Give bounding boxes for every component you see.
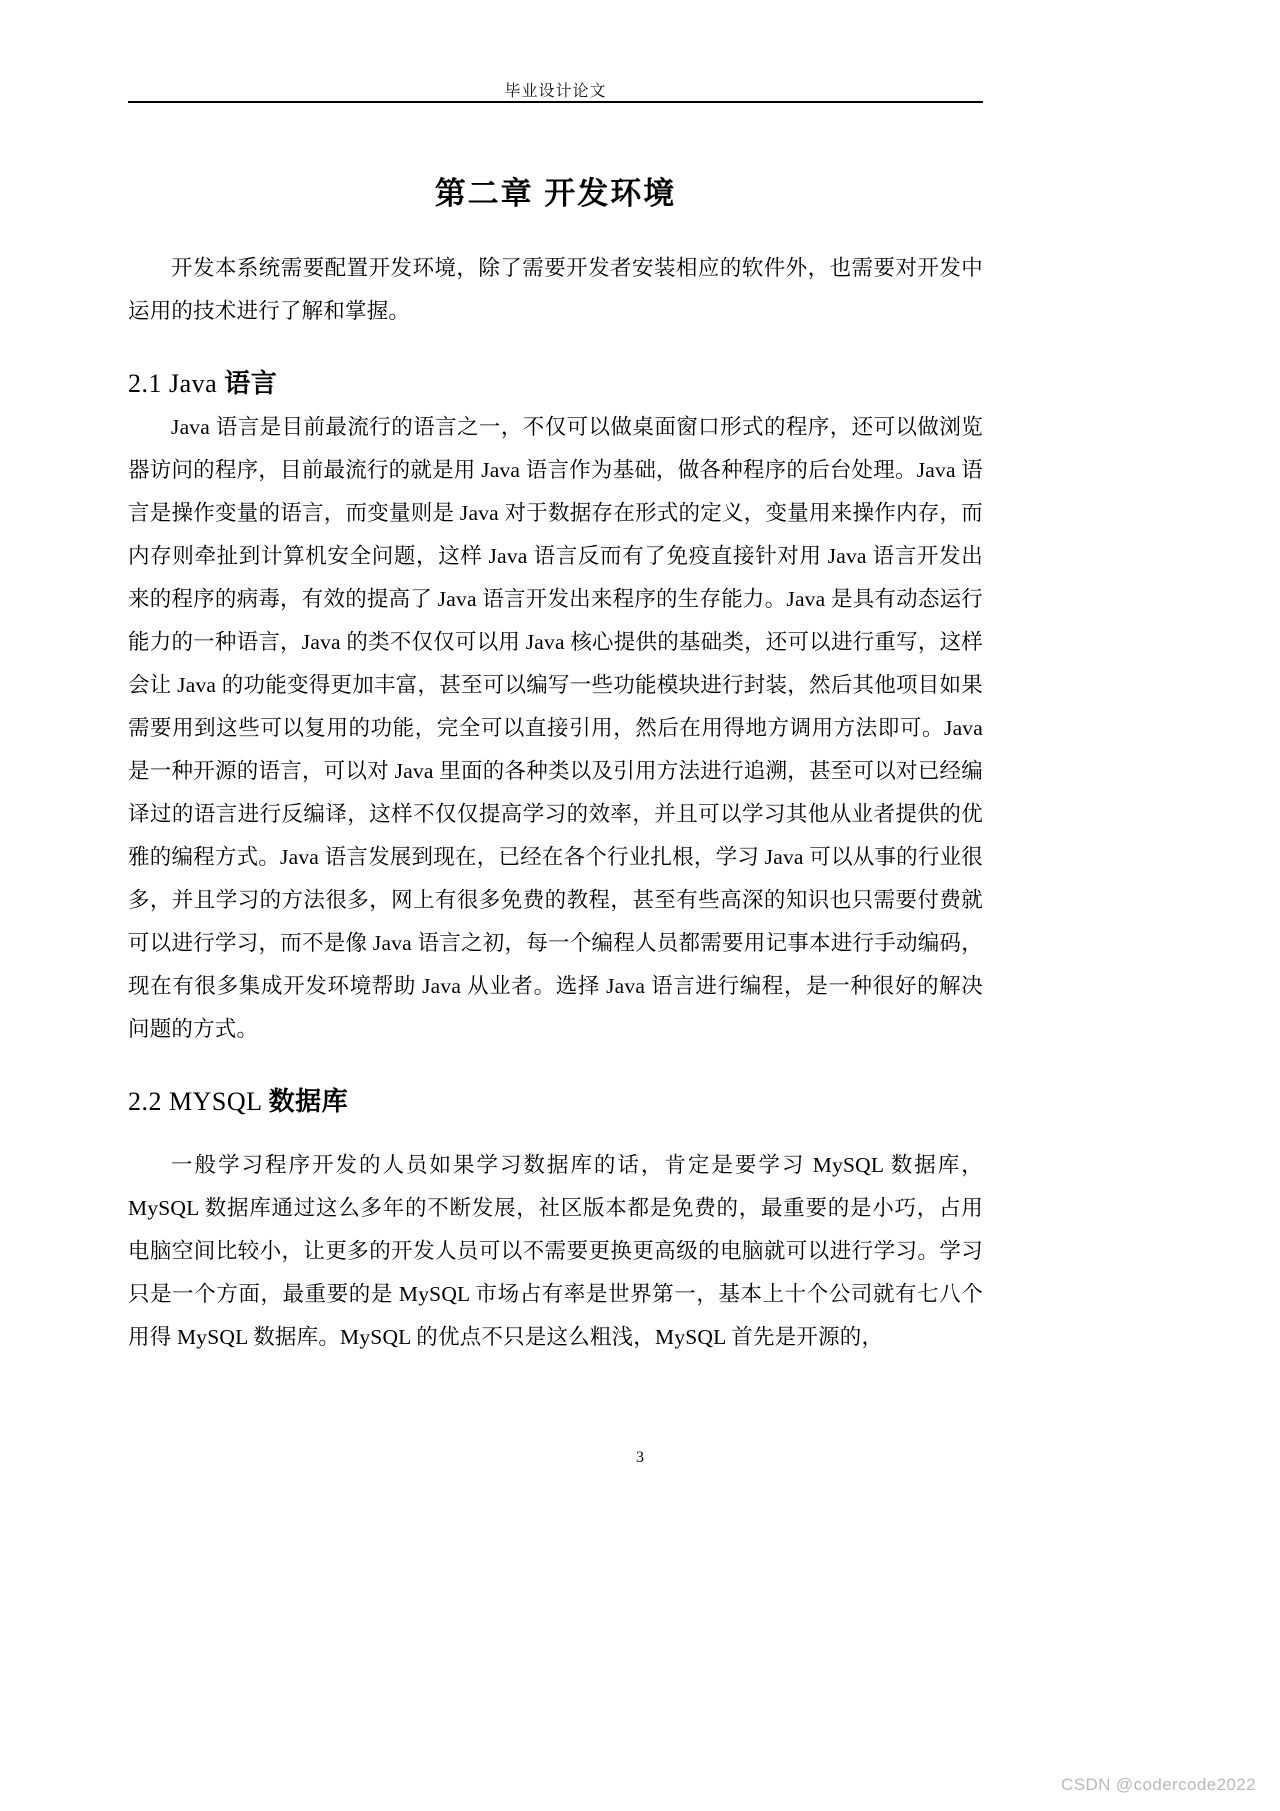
section-heading-2-2 [128, 1081, 983, 1118]
section-number-2-2: 2.2 [128, 1087, 162, 1116]
section-cjk-2-1: 语言 [224, 368, 278, 398]
section-cjk-2-2: 数据库 [268, 1086, 349, 1116]
section-heading-2-1 [128, 363, 983, 400]
header-divider [128, 101, 983, 103]
section-body-2-1: Java 语言是目前最流行的语言之一，不仅可以做桌面窗口形式的程序，还可以做浏览器访问的程序，目前最流行的就是用 Java 语言作为基础，做各种程序的后台处理。Java 语言是操作变量的语言，而变量则是 Java 对于数据存在形式的定义，变量用来操作内存，而内存则牵扯到计算机安全问题，这样 Java 语言反而有了免疫直接针对用 Java 语言开发出来的程序的病毒，有效的提高了 Java 语言开发出来程序的生存能力。Java 是具有动态运行能力的一种语言，Java 的类不仅仅可以用 Java 核心提供的基础类，还可以进行重写，这样会让 Java 的功能变得更加丰富，甚至可以编写一些功能模块进行封装，然后其他项目如果需要用到这些可以复用的功能，完全可以直接引用，然后在用得地方调用方法即可。Java 是一种开源的语言，可以对 Java 里面的各种类以及引用方法进行追溯，甚至可以对已经编译过的语言进行反编译，这样不仅仅提高学习的效率，并且可以学习其他从业者提供的优雅的编程方式。Java 语言发展到现在，已经在各个行业扎根，学习 Java 可以从事的行业很多，并且学习的方法很多，网上有很多免费的教程，甚至有些高深的知识也只需要付费就可以进行学习，而不是像 Java 语言之初，每一个编程人员都需要用记事本进行手动编码，现在有很多集成开发环境帮助 Java 从业者。选择 Java 语言进行编程，是一种很好的解决问题的方式。 [128, 415, 983, 1041]
page-number: 3 [636, 1449, 644, 1466]
section-body-2-2: 一般学习程序开发的人员如果学习数据库的话，肯定是要学习 MySQL 数据库，MySQL 数据库通过这么多年的不断发展，社区版本都是免费的，最重要的是小巧，占用电脑空间比较小，让更多的开发人员可以不需要更换更高级的电脑就可以进行学习。学习只是一个方面，最重要的是 MySQL 市场占有率是世界第一，基本上十个公司就有七八个用得 MySQL 数据库。MySQL 的优点不只是这么粗浅，MySQL 首先是开源的， [128, 1153, 983, 1349]
page-content [128, 150, 983, 1359]
running-header-text: 毕业设计论文 [504, 83, 607, 100]
csdn-watermark: CSDN @codercode2022 [1061, 1775, 1256, 1794]
chapter-title: 第二章 开发环境 [434, 176, 677, 211]
section-latin-2-1: Java [169, 369, 218, 398]
chapter-intro-paragraph: 开发本系统需要配置开发环境，除了需要开发者安装相应的软件外，也需要对开发中运用的技术进行了解和掌握。 [128, 256, 983, 323]
running-header [128, 78, 983, 101]
section-number-2-1: 2.1 [128, 369, 162, 398]
section-latin-2-2: MYSQL [169, 1087, 262, 1116]
